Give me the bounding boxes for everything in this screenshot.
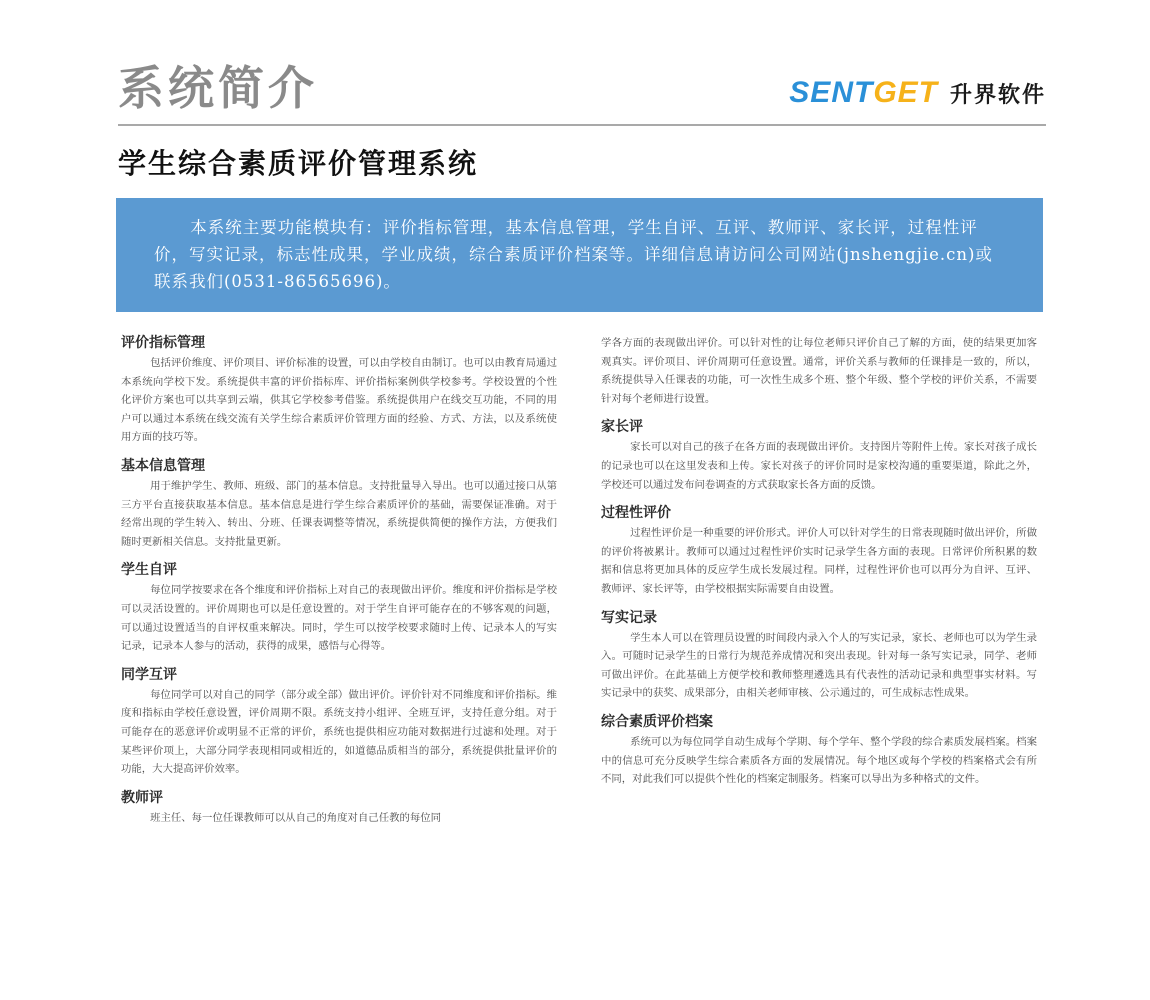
section-factual-record bbox=[601, 601, 1037, 703]
section-heading: 同学互评 bbox=[121, 666, 177, 683]
section-peer-evaluation bbox=[121, 658, 557, 779]
section-process-evaluation bbox=[601, 496, 1037, 598]
section-heading: 综合素质评价档案 bbox=[601, 713, 713, 730]
section-body: 学各方面的表现做出评价。可以针对性的让每位老师只评价自己了解的方面，使的结果更加客观真实。评价项目、评价周期可任意设置。通常，评价关系与教师的任课排是一致的，所以，系统提供导入任课表的功能，可一次性生成多个班、整个年级、整个学校的评价关系，不需要针对每个老师进行设置。 bbox=[601, 337, 1037, 405]
section-teacher-evaluation-continued bbox=[601, 334, 1037, 408]
section-body: 用于维护学生、教师、班级、部门的基本信息。支持批量导入导出。也可以通过接口从第三方平台直接获取基本信息。基本信息是进行学生综合素质评价的基础，需要保证准确。对于经常出现的学生转入、转出、分班、任课表调整等情况，系统提供简便的操作方法，方便我们随时更新相关信息。支持批量更新。 bbox=[121, 479, 557, 548]
section-body: 班主任、每一位任课教师可以从自己的角度对自己任教的每位同 bbox=[150, 811, 442, 824]
section-body: 包括评价维度、评价项目、评价标准的设置，可以由学校自由制订。也可以由教育局通过本系统向学校下发。系统提供丰富的评价指标库、评价指标案例供学校参考。学校设置的个性化评价方案也可以共享到云端，供其它学校参考借鉴。系统提供用户在线交互功能，不同的用户可以通过本系统在线交流有关学生综合素质评价管理方面的经验、方式、方法，以及系统使用方面的技巧等。 bbox=[121, 357, 557, 444]
intro-text: 本系统主要功能模块有：评价指标管理，基本信息管理，学生自评、互评、教师评、家长评，过程性评价，写实记录，标志性成果，学业成绩，综合素质评价档案等。详细信息请访问公司网站(jnshengjie.cn)或联系我们(0531-86565696)。 bbox=[154, 218, 993, 291]
section-body: 过程性评价是一种重要的评价形式。评价人可以针对学生的日常表现随时做出评价，所做的评价将被累计。教师可以通过过程性评价实时记录学生各方面的表现。日常评价所积累的数据和信息将更加具体的反应学生成长发展过程。同样，过程性评价也可以再分为自评、互评、教师评、家长评等，由学校根据实际需要自由设置。 bbox=[601, 527, 1037, 595]
section-body: 系统可以为每位同学自动生成每个学期、每个学年、整个学段的综合素质发展档案。档案中的信息可充分反映学生综合素质各方面的发展情况。每个地区或每个学校的档案格式会有所不同，对此我们可以提供个性化的档案定制服务。档案可以导出为多种格式的文件。 bbox=[601, 735, 1037, 786]
logo-text-sent: SENT bbox=[789, 76, 874, 109]
section-body: 每位同学按要求在各个维度和评价指标上对自己的表现做出评价。维度和评价指标是学校可以灵活设置的。评价周期也可以是任意设置的。对于学生自评可能存在的不够客观的问题，可以通过设置适当的自评权重来解决。同时，学生可以按学校要求随时上传、记录本人的写实记录，记录本人参与的活动，获得的成果，感悟与心得等。 bbox=[121, 584, 557, 653]
page-title: 系统简介 bbox=[118, 61, 318, 115]
logo-text-get: GET bbox=[873, 76, 938, 109]
section-parent-evaluation bbox=[601, 410, 1037, 494]
company-logo bbox=[789, 76, 1046, 110]
section-self-evaluation bbox=[121, 553, 557, 655]
section-quality-archive bbox=[601, 705, 1037, 789]
intro-box bbox=[116, 198, 1043, 312]
section-heading: 评价指标管理 bbox=[121, 335, 205, 351]
section-heading: 过程性评价 bbox=[601, 505, 671, 522]
right-column bbox=[601, 334, 1037, 791]
section-body: 每位同学可以对自己的同学（部分或全部）做出评价。评价针对不同维度和评价指标。维度和指标由学校任意设置，评价周期不限。系统支持小组评、全班互评，支持任意分组。对于可能存在的恶意评价或明显不正常的评价，系统也提供相应功能对数据进行过滤和处理。对于某些评价项上，大部分同学表现相同或相近的，如道德品质相当的部分，系统提供批量评价的功能，大大提高评价效率。 bbox=[121, 688, 557, 776]
section-heading: 教师评 bbox=[121, 789, 163, 806]
section-heading: 基本信息管理 bbox=[121, 457, 205, 474]
section-evaluation-index bbox=[121, 326, 557, 447]
section-heading: 学生自评 bbox=[121, 562, 177, 579]
section-body: 学生本人可以在管理员设置的时间段内录入个人的写实记录，家长、老师也可以为学生录入。可随时记录学生的日常行为规范养成情况和突出表现。针对每一条写实记录，同学、老师可做出评价。在此基础上方便学校和教师整理遴选具有代表性的活动记录和典型事实材料。写实记录中的获奖、成果部分，由相关老师审核、公示通过的，可生成标志性成果。 bbox=[601, 631, 1037, 700]
section-heading: 家长评 bbox=[601, 419, 643, 436]
section-basic-info bbox=[121, 449, 557, 551]
left-column bbox=[121, 326, 557, 829]
logo-text-cn: 升界软件 bbox=[949, 82, 1046, 108]
section-body: 家长可以对自己的孩子在各方面的表现做出评价。支持图片等附件上传。家长对孩子成长的记录也可以在这里发表和上传。家长对孩子的评价同时是家校沟通的重要渠道，除此之外，学校还可以通过发布问卷调查的方式获取家长各方面的反馈。 bbox=[601, 441, 1037, 491]
page-header bbox=[118, 58, 1046, 126]
section-heading: 写实记录 bbox=[601, 609, 657, 626]
section-teacher-evaluation bbox=[121, 781, 557, 828]
document-title: 学生综合素质评价管理系统 bbox=[118, 147, 479, 180]
